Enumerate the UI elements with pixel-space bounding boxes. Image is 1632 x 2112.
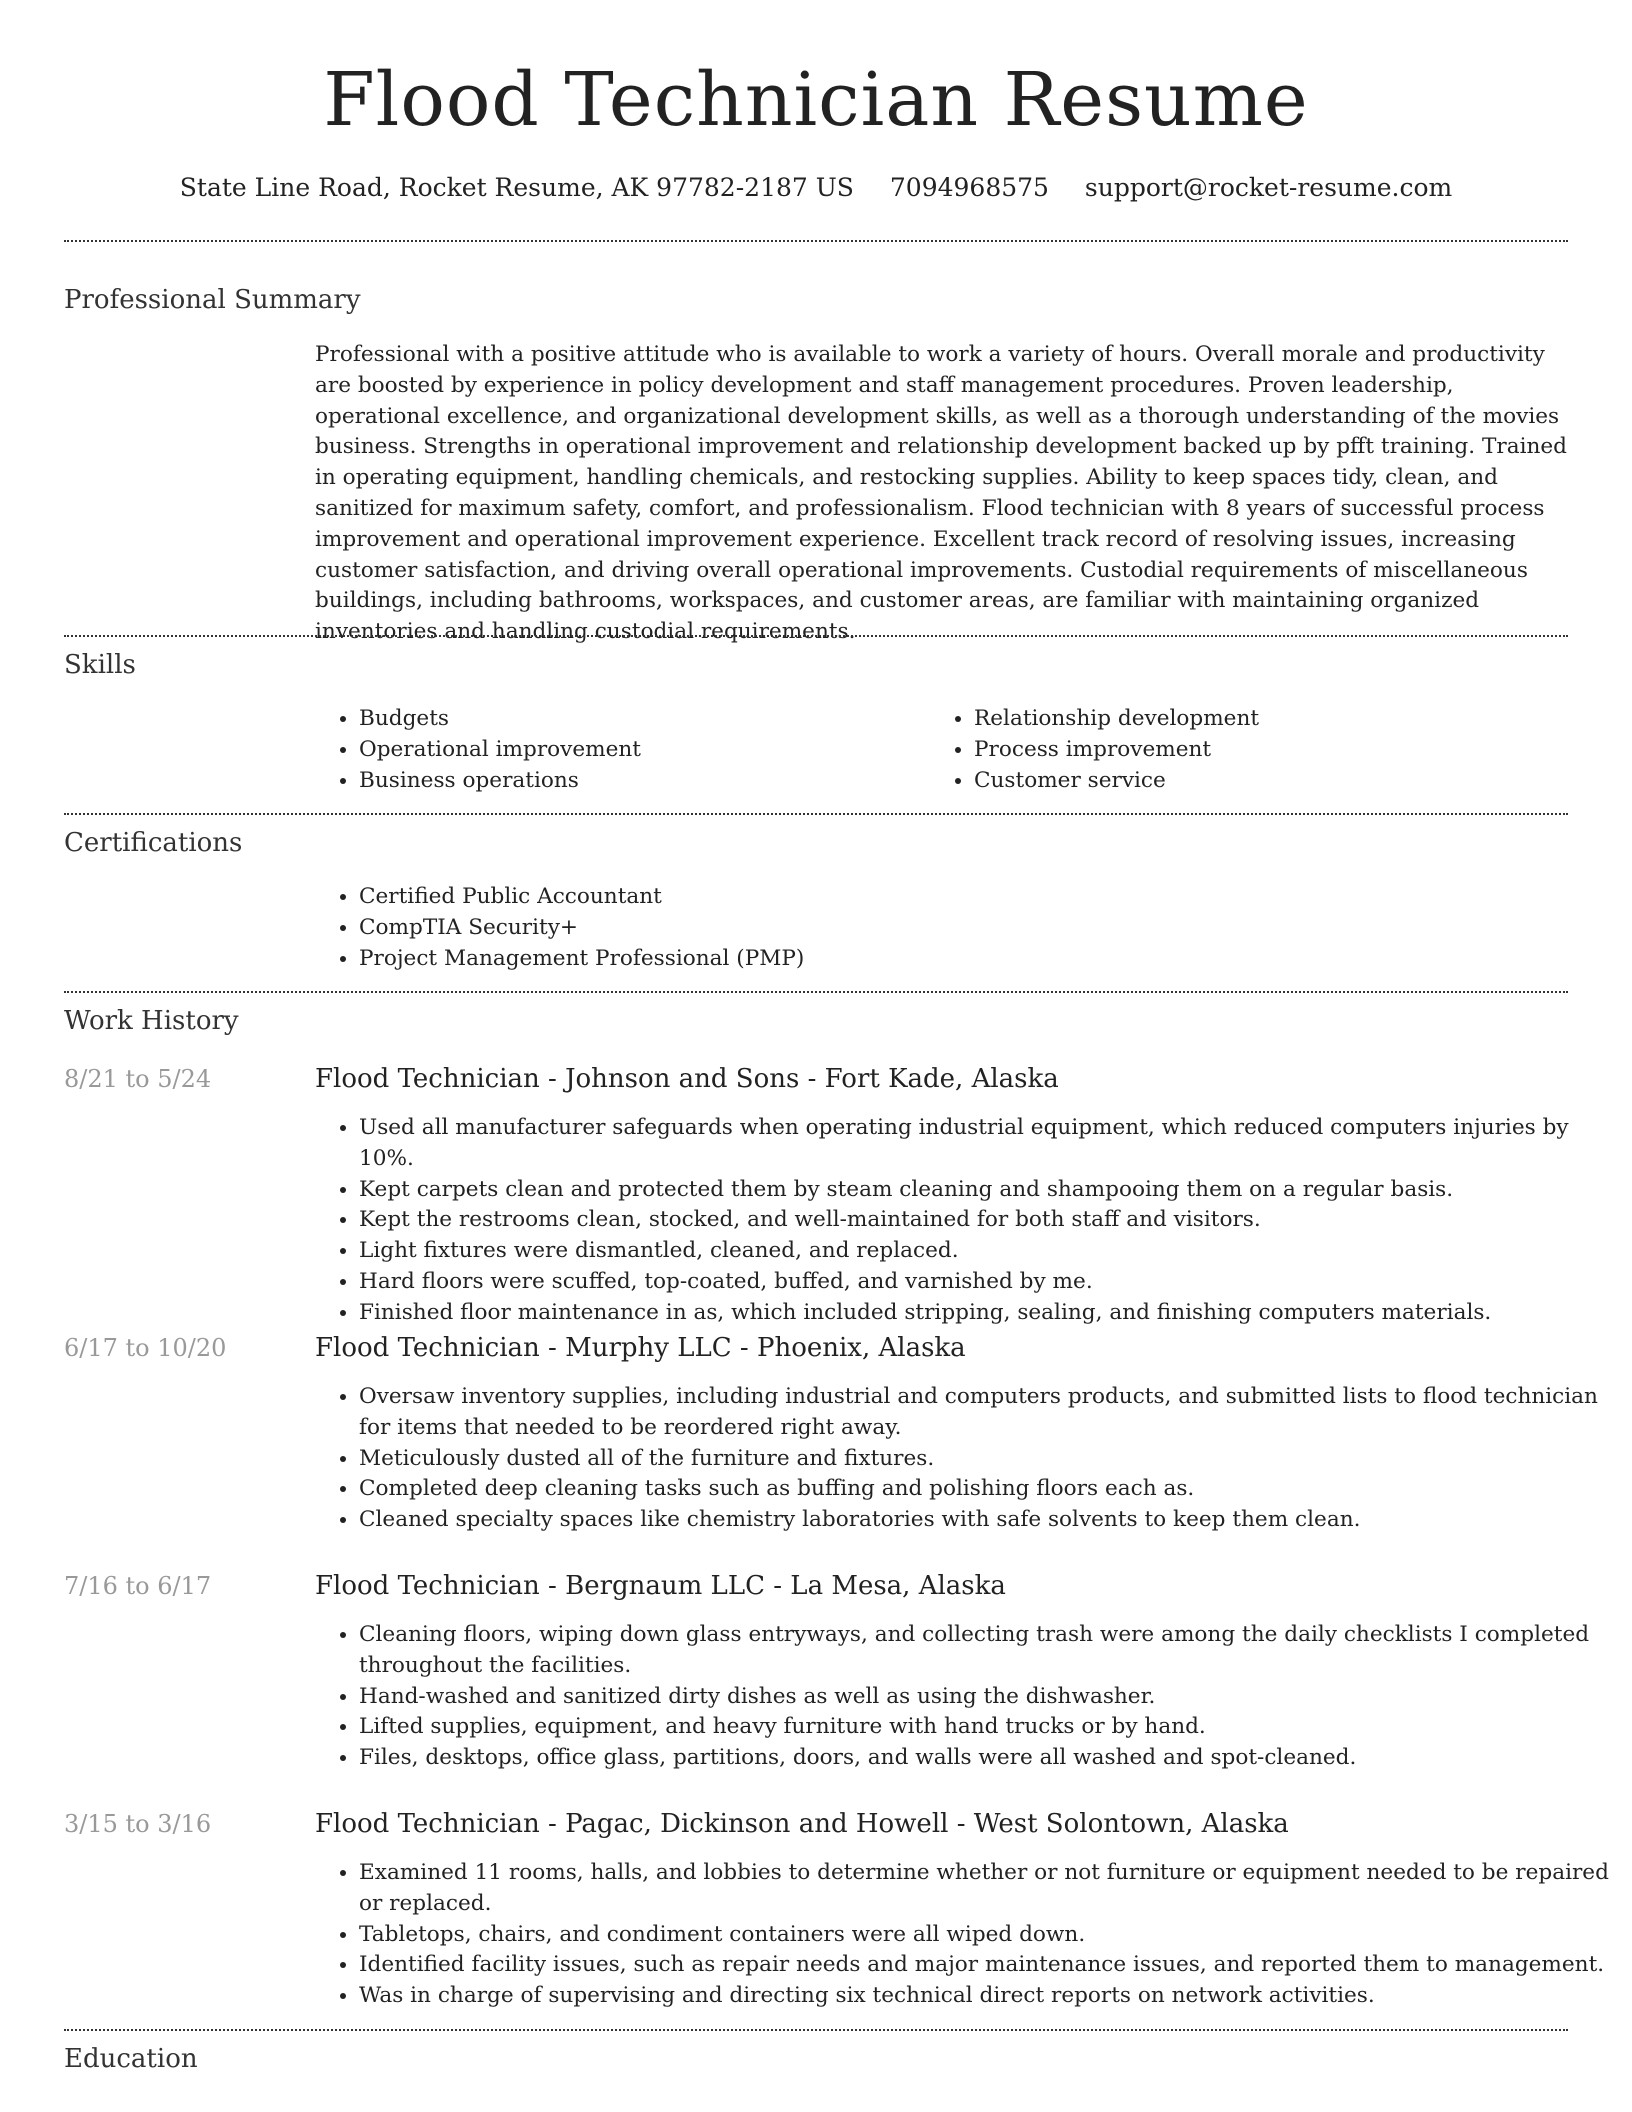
- job-bullet: • Was in charge of supervising and directing six technical direct reports on network activities.: [359, 1981, 1612, 2012]
- job-bullets: [315, 1382, 1612, 1536]
- job-bullet: • Kept carpets clean and protected them by steam cleaning and shampooing them on a regular basis.: [359, 1175, 1612, 1206]
- section-divider: [64, 635, 1568, 637]
- skills-list-right: [930, 704, 1534, 796]
- job-bullet: • Kept the restrooms clean, stocked, and well-maintained for both staff and visitors.: [359, 1205, 1612, 1236]
- contact-line: [64, 170, 1568, 206]
- skill-item: • Business operations: [359, 766, 919, 797]
- job-bullet: • Lifted supplies, equipment, and heavy furniture with hand trucks or by hand.: [359, 1712, 1612, 1743]
- job-title: Flood Technician - Pagac, Dickinson and Howell - West Solontown, Alaska: [315, 1809, 1289, 1839]
- job-dates: 8/21 to 5/24: [64, 1065, 212, 1093]
- job-bullet: • Finished floor maintenance in as, which included stripping, sealing, and finishing computers materials.: [359, 1298, 1612, 1329]
- skill-item: • Budgets: [359, 704, 919, 735]
- job-dates: 6/17 to 10/20: [64, 1334, 227, 1362]
- skills-list-left: [315, 704, 919, 796]
- section-divider: [64, 240, 1568, 242]
- job-bullet: • Files, desktops, office glass, partitions, doors, and walls were all washed and spot-cleaned.: [359, 1743, 1612, 1774]
- resume-page: [64, 0, 1609, 2112]
- job-bullet: • Used all manufacturer safeguards when operating industrial equipment, which reduced computers injuries by 10%.: [359, 1113, 1612, 1175]
- job-title: Flood Technician - Bergnaum LLC - La Mesa, Alaska: [315, 1571, 1006, 1601]
- job-bullets: [315, 1113, 1612, 1329]
- resume-title: Flood Technician Resume: [323, 57, 1309, 143]
- certification-item: • Certified Public Accountant: [359, 882, 1612, 913]
- contact-address: State Line Road, Rocket Resume, AK 97782-2187 US: [179, 173, 854, 202]
- skill-item: • Process improvement: [974, 735, 1534, 766]
- contact-phone: 7094968575: [889, 173, 1049, 202]
- job-dates: 7/16 to 6/17: [64, 1572, 212, 1600]
- job-bullet: • Examined 11 rooms, halls, and lobbies to determine whether or not furniture or equipment needed to be repaired or replaced.: [359, 1858, 1612, 1920]
- job-bullet: • Hard floors were scuffed, top-coated, buffed, and varnished by me.: [359, 1267, 1612, 1298]
- summary-heading: Professional Summary: [64, 285, 361, 315]
- job-bullet: • Cleaned specialty spaces like chemistry laboratories with safe solvents to keep them clean.: [359, 1505, 1612, 1536]
- skills-heading: Skills: [64, 650, 136, 680]
- job-bullet: • Tabletops, chairs, and condiment containers were all wiped down.: [359, 1920, 1612, 1951]
- job-dates: 3/15 to 3/16: [64, 1810, 212, 1838]
- certifications-list: [315, 882, 1612, 974]
- job-bullet: • Hand-washed and sanitized dirty dishes as well as using the dishwasher.: [359, 1682, 1612, 1713]
- skill-item: • Relationship development: [974, 704, 1534, 735]
- job-bullet: • Oversaw inventory supplies, including industrial and computers products, and submitted lists to flood technician for items that needed to be reordered right away.: [359, 1382, 1612, 1444]
- education-heading: Education: [64, 2044, 198, 2074]
- certification-item: • Project Management Professional (PMP): [359, 944, 1612, 975]
- contact-email: support@rocket-resume.com: [1084, 173, 1453, 202]
- job-bullet: • Meticulously dusted all of the furniture and fixtures.: [359, 1444, 1612, 1475]
- section-divider: [64, 813, 1568, 815]
- skill-item: • Operational improvement: [359, 735, 919, 766]
- section-divider: [64, 2029, 1568, 2031]
- work-history-heading: Work History: [64, 1006, 239, 1036]
- section-divider: [64, 991, 1568, 993]
- skill-item: • Customer service: [974, 766, 1534, 797]
- job-bullet: • Identified facility issues, such as repair needs and major maintenance issues, and reported them to management.: [359, 1950, 1612, 1981]
- job-bullets: [315, 1858, 1612, 2012]
- summary-text: Professional with a positive attitude who is available to work a variety of hours. Overall morale and productivity are boosted by experience in policy development and staff management procedures. Proven leadership, operational excellence, and organizational development skills, as well as a thorough understanding of the movies business. Strengths in operational improvement and relationship development backed up by pfft training. Trained in operating equipment, handling chemicals, and restocking supplies. Ability to keep spaces tidy, clean, and sanitized for maximum safety, comfort, and professionalism. Flood technician with 8 years of successful process improvement and operational improvement experience. Excellent track record of resolving issues, increasing customer satisfaction, and driving overall operational improvements. Custodial requirements of miscellaneous buildings, including bathrooms, workspaces, and customer areas, are familiar with maintaining organized inventories and handling custodial requirements.: [315, 342, 1567, 645]
- job-bullet: • Completed deep cleaning tasks such as buffing and polishing floors each as.: [359, 1474, 1612, 1505]
- job-bullets: [315, 1620, 1612, 1774]
- certification-item: • CompTIA Security+: [359, 913, 1612, 944]
- job-bullet: • Cleaning floors, wiping down glass entryways, and collecting trash were among the daily checklists I completed throughout the facilities.: [359, 1620, 1612, 1682]
- job-title: Flood Technician - Johnson and Sons - Fort Kade, Alaska: [315, 1064, 1059, 1094]
- job-bullet: • Light fixtures were dismantled, cleaned, and replaced.: [359, 1236, 1612, 1267]
- job-title: Flood Technician - Murphy LLC - Phoenix, Alaska: [315, 1333, 966, 1363]
- certifications-heading: Certifications: [64, 828, 243, 858]
